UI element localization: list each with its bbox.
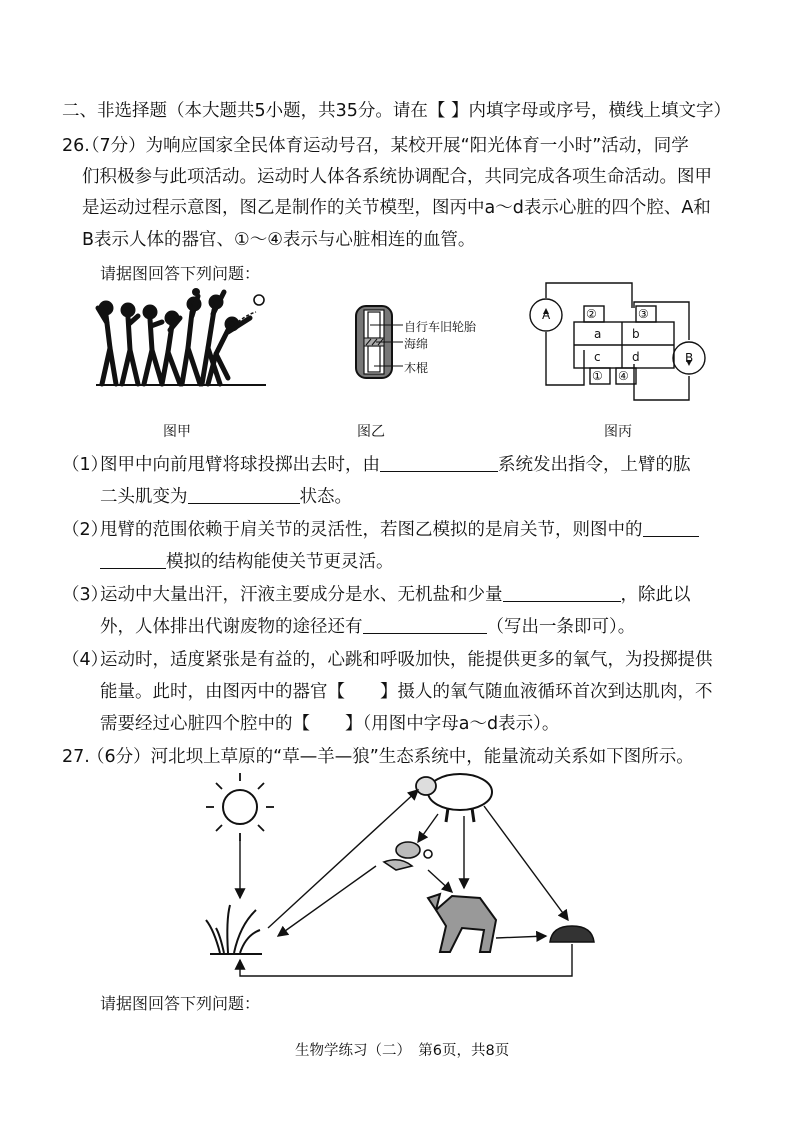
vessel-3: ③ [638, 307, 649, 321]
chamber-c: c [594, 350, 601, 364]
sub3-line-2 [100, 619, 635, 637]
sub3-number: （3） [62, 585, 109, 605]
sub3-text-d: （写出一条即可）。 [486, 617, 636, 637]
ball-icon [252, 293, 266, 307]
sub1-number: （1） [62, 455, 109, 475]
sub2-line-2 [100, 554, 394, 572]
q26-intro-line-2: 们积极参与此项活动。运动时人体各系统协调配合，共同完成各项生命活动。图甲 [82, 167, 712, 187]
answer-blank[interactable] [643, 522, 699, 537]
answer-blank[interactable] [363, 619, 487, 634]
sub3-text-a: 运动中大量出汗，汗液主要成分是水、无机盐和少量 [100, 585, 503, 605]
sub2-text-b: 模拟的结构能使关节更灵活。 [166, 552, 394, 572]
figure-jia-throwing-sequence [88, 288, 268, 388]
organ-B: B [685, 351, 694, 365]
page-footer: 生物学练习（二） 第6页，共8页 [295, 1043, 510, 1059]
sub3-text-b: ，除此以 [620, 585, 691, 605]
sun-icon [206, 773, 274, 841]
label-stick: 木棍 [404, 361, 429, 375]
sub4-number: （4） [62, 650, 109, 670]
sub2-line-1 [100, 522, 699, 540]
sub3-text-c: 外，人体排出代谢废物的途径还有 [100, 617, 363, 637]
sub4-line-2: 能量。此时，由图丙中的器官【 】摄人的氧气随血液循环首次到达肌肉，不 [100, 682, 713, 702]
sub1-text-a: 图甲中向前甩臂将球投掷出去时，由 [100, 455, 380, 475]
sub4-line-1: 运动时，适度紧张是有益的，心跳和呼吸加快，能提供更多的氧气，为投掷提供 [100, 650, 713, 670]
decomposer-icon [550, 926, 594, 942]
caption-bing: 图丙 [604, 424, 632, 440]
sub1-text-c: 二头肌变为 [100, 487, 188, 507]
q26-prompt: 请据图回答下列问题： [100, 264, 261, 283]
chamber-d: d [632, 350, 640, 364]
organ-A: A [542, 308, 551, 322]
sub4-line-3: 需要经过心脏四个腔中的【 】（用图中字母a～d表示）。 [100, 714, 560, 734]
energy-flow-diagram [200, 770, 620, 990]
remains-icon [384, 842, 432, 870]
q26-number: 26. [62, 136, 90, 156]
sub2-text-a: 甩臂的范围依赖于肩关节的灵活性，若图乙模拟的是肩关节，则图中的 [100, 520, 643, 540]
label-sponge: 海绵 [404, 337, 429, 351]
sheep-icon [416, 774, 492, 822]
answer-blank[interactable] [380, 457, 498, 472]
q26-intro-line-3: 是运动过程示意图，图乙是制作的关节模型，图丙中a～d表示心脏的四个腔、A和 [82, 198, 711, 218]
sub1-text-d: 状态。 [299, 487, 352, 507]
vessel-2: ② [586, 307, 597, 321]
wolf-icon [428, 894, 496, 952]
vessel-4: ④ [618, 369, 629, 383]
vessel-1: ① [592, 369, 603, 383]
sub1-text-b: 系统发出指令，上臂的肱 [498, 455, 691, 475]
label-tire: 自行车旧轮胎 [404, 320, 477, 334]
caption-jia: 图甲 [163, 424, 191, 440]
q27-intro: （6分）河北坝上草原的“草—羊—狼”生态系统中，能量流动关系如下图所示。 [87, 747, 694, 767]
answer-blank[interactable] [188, 489, 300, 504]
sub3-line-1 [100, 587, 691, 605]
q26-intro-line-1: （7分）为响应国家全民体育运动号召，某校开展“阳光体育一小时”活动，同学 [82, 136, 689, 156]
answer-blank[interactable] [503, 587, 621, 602]
sub1-line-1 [100, 457, 691, 475]
q27-number: 27. [62, 747, 90, 767]
sub1-line-2 [100, 489, 352, 507]
answer-blank[interactable] [100, 554, 166, 569]
q27-prompt: 请据图回答下列问题： [100, 994, 261, 1013]
q26-intro-line-4: B表示人体的器官、①～④表示与心脏相连的血管。 [82, 230, 476, 250]
chamber-b: b [632, 327, 640, 341]
chamber-a: a [594, 327, 602, 341]
caption-yi: 图乙 [357, 424, 385, 440]
sub2-number: （2） [62, 520, 109, 540]
grass-icon [206, 905, 262, 954]
section-heading: 二、非选择题（本大题共5小题，共35分。请在【 】内填字母或序号，横线上填文字） [62, 101, 731, 121]
